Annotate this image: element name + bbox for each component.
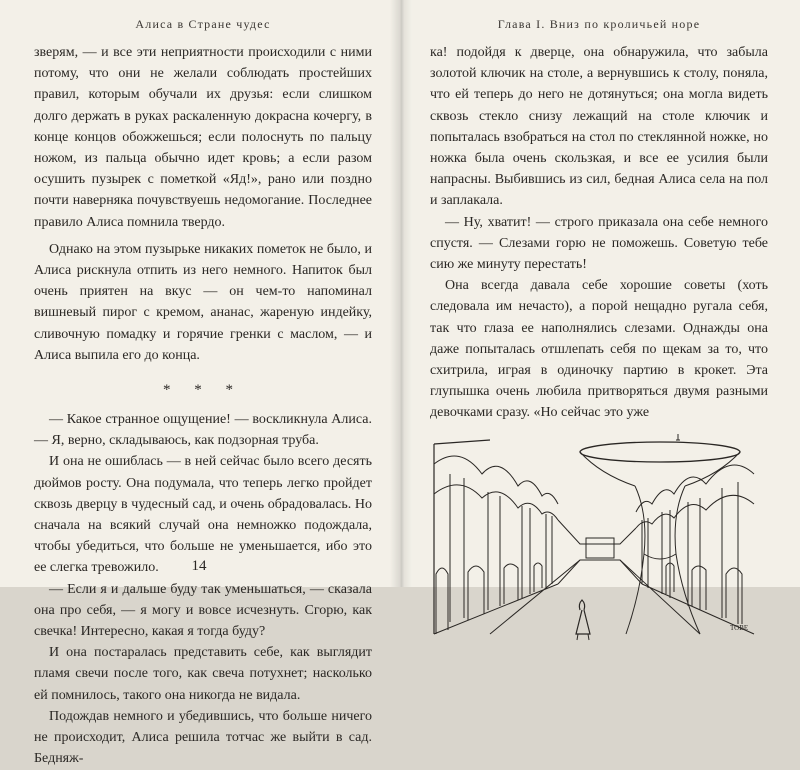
running-head-left: Алиса в Стране чудес xyxy=(135,17,271,31)
paragraph: Она всегда давала себе хорошие советы (хоть следовала им нечасто), а порой нещадно ругала себя, так что глаза ее наполнялись слезами. Однажды она даже попыталась отшлепать себя по щекам за то, что схитрила, играя в одиночку партию в крокет. Эта глупышка очень любила притворяться двумя разными девочками сразу. «Но сейчас это уже xyxy=(430,278,768,421)
paragraph: — Если я и дальше буду так уменьшаться, — сказала она про себя, — я могу и вовсе исчезнуть. Сгорю, как свечка! Интересно, какая я тогда буду? xyxy=(34,581,372,640)
left-page xyxy=(0,0,398,767)
paragraph: Однако на этом пузырьке никаких пометок не было, и Алиса рискнула отпить из него немного. Напиток был очень приятен на вкус — он чем-то напоминал вишневый пирог с кремом, ананас, жареную индейку, сливочную помадку и горячие гренки с маслом, — и Алиса выпила его до конца. xyxy=(34,241,372,363)
paragraph: ка! подойдя к дверце, она обнаружила, что забыла золотой ключик на столе, а вернувшись к столу, поняла, что ей теперь до него не дотянуться; она могла видеть сквозь стекло снизу лежащий на столе ключик и попыталась взобраться на стол по стеклянной ножке, но ножка была очень скользкая, и все ее усилия были напрасны. Выбившись из сил, бедная Алиса села на пол и заплакала. xyxy=(430,45,768,209)
left-page-text xyxy=(34,42,372,770)
hall-illustration xyxy=(430,434,758,642)
right-page-text xyxy=(430,42,768,424)
paragraph: — Какое странное ощущение! — воскликнула Алиса. — Я, верно, складываюсь, как подзорная труба. xyxy=(34,412,372,449)
running-head-right: Глава I. Вниз по кроличьей норе xyxy=(497,17,701,31)
paragraph: И она не ошиблась — в ней сейчас было всего десять дюймов росту. Она подумала, что теперь легко пройдет сквозь дверцу в чудесный сад, и очень обрадовалась. Но сначала на всякий случай она немножко подождала, чтобы убедиться, что больше не уменьшается, ибо это ее слегка тревожило. xyxy=(34,454,372,576)
right-page xyxy=(398,0,800,632)
paragraph: — Ну, хватит! — строго приказала она себе немного спустя. — Слезами горю не поможешь. Советую тебе сию же минуту перестать! xyxy=(430,214,768,273)
paragraph: И она постаралась представить себе, как выглядит пламя свечи после того, как свеча потухнет; насколько ей помнилось, такого она никогда не видала. xyxy=(34,645,372,703)
paragraph: зверям, — и все эти неприятности происходили с ними потому, что они не желали соблюдать простейших правил, которым обучали их друзья: если слишком долго держать в руках раскаленную докрасна кочергу, в конце концов обожжешься; если полоснуть по пальцу ножом, из пальца обычно идет кровь; а если разом осушить пузырек с пометкой «Яд!», рано или поздно почти наверняка почувствуешь недомогание. Последнее правило Алиса помнила твердо. xyxy=(34,45,372,230)
section-separator: * * * xyxy=(163,382,243,399)
illustration-signature: ТОВЕ xyxy=(730,623,749,632)
page-number: 14 xyxy=(191,558,207,574)
paragraph: Подождав немного и убедившись, что больше ничего не происходит, Алиса решила тотчас же выйти в сад. Бедняж- xyxy=(34,708,372,767)
